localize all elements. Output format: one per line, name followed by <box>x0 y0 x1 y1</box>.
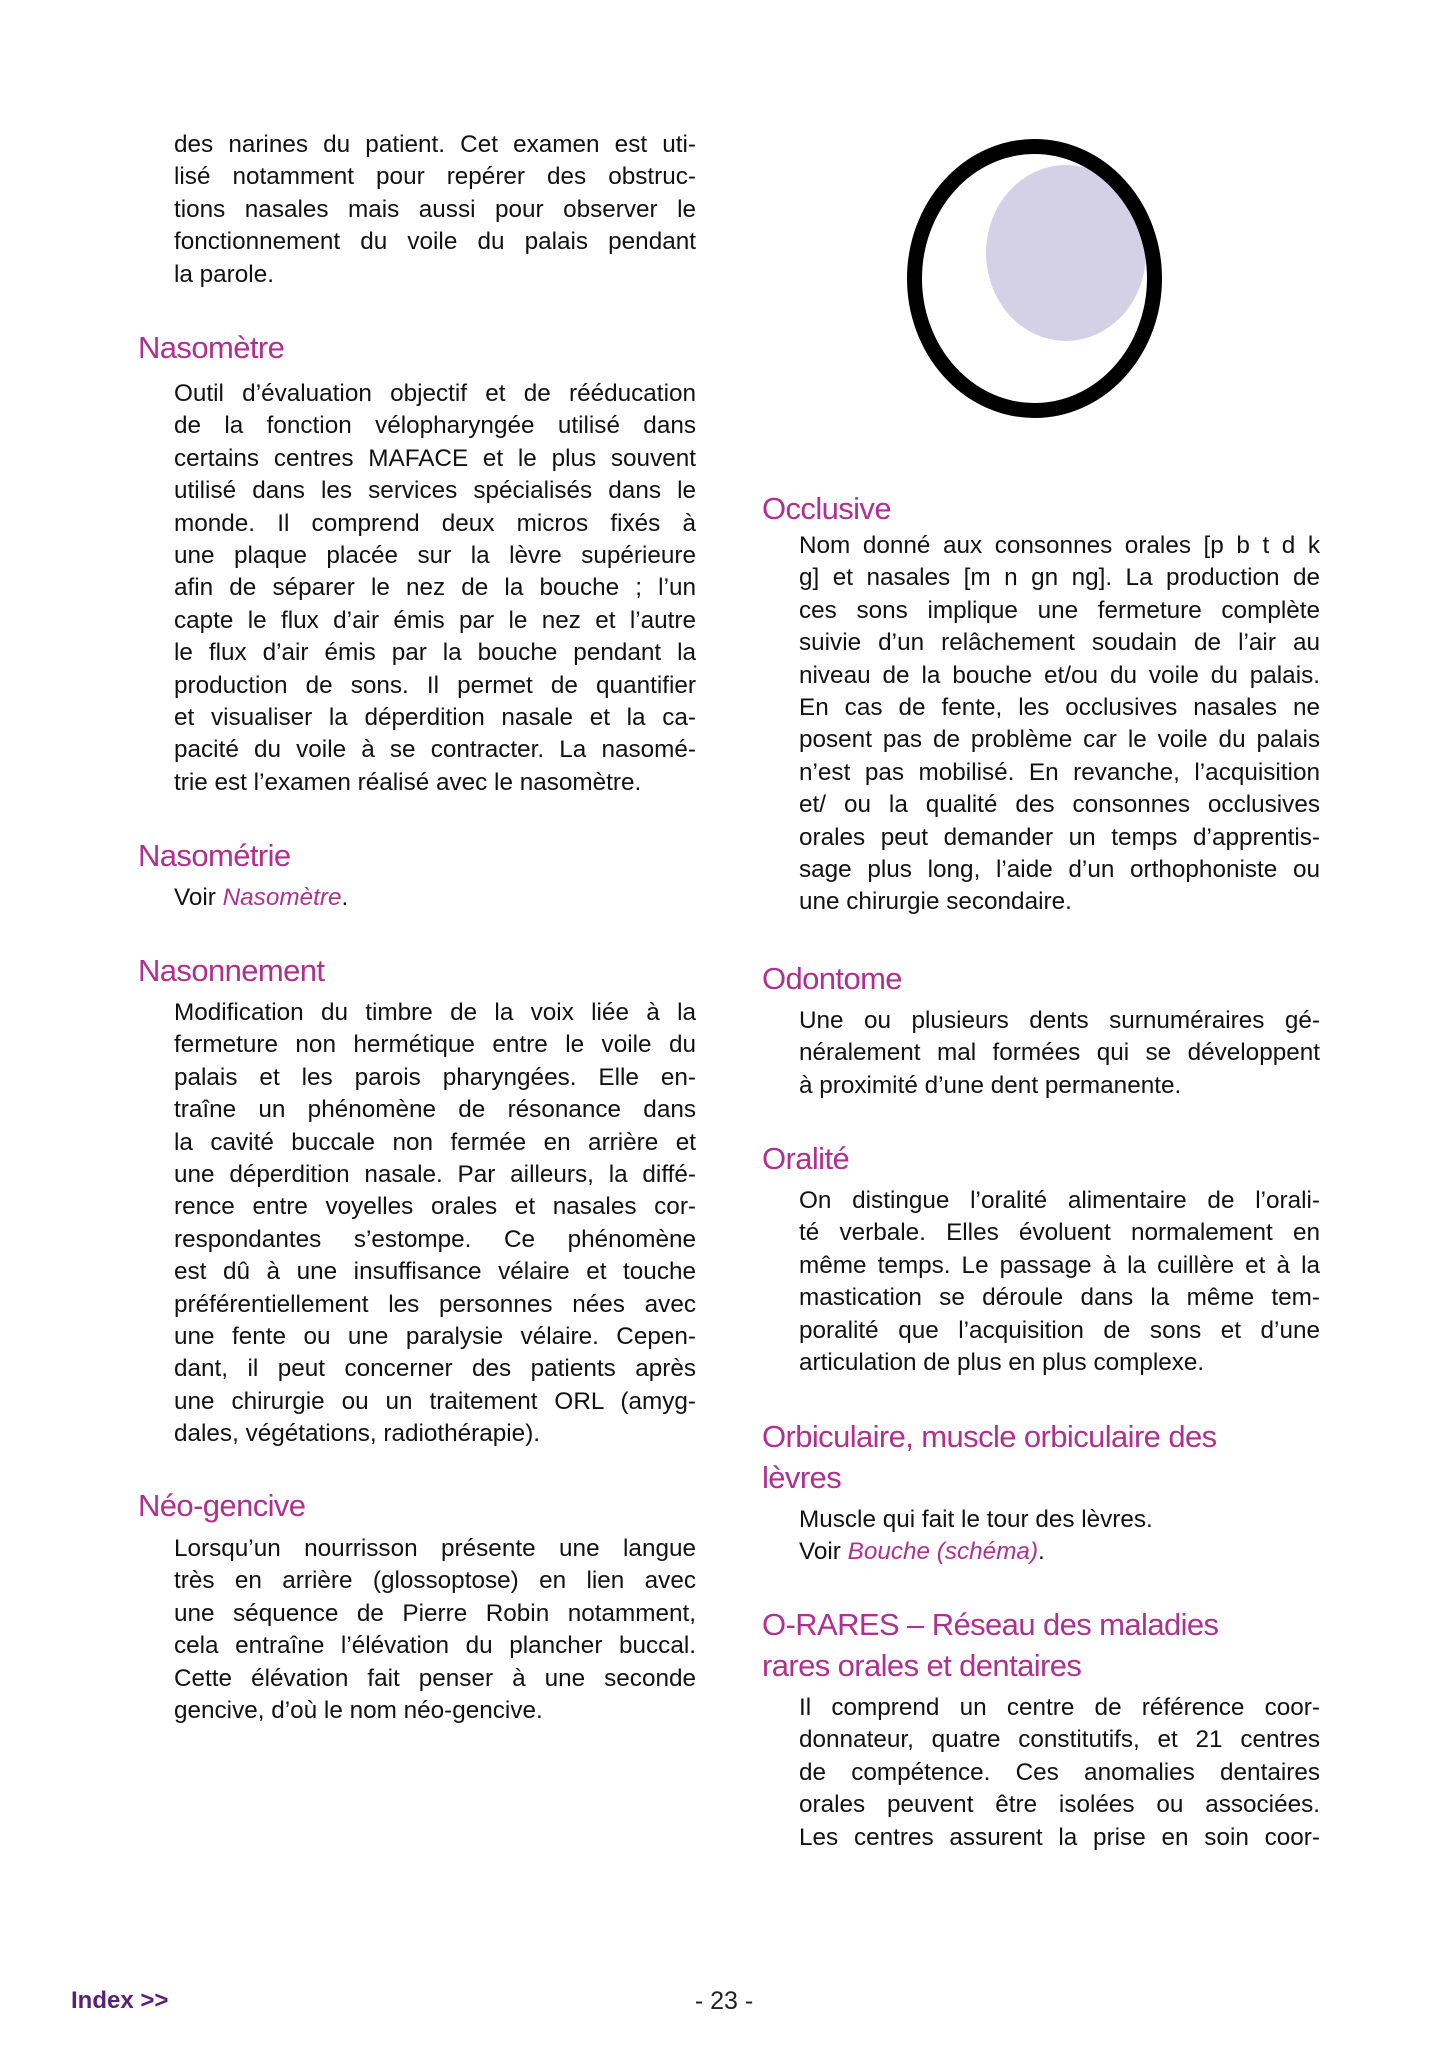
text-line: est dû à une insuffisance vélaire et touche <box>174 1258 696 1286</box>
text-line: monde. Il comprend deux micros fixés à <box>174 509 696 537</box>
text-line: la parole. <box>174 260 274 288</box>
text-line: posent pas de problème car le voile du palais <box>799 726 1320 754</box>
text-line: production de sons. Il permet de quantifier <box>174 671 696 699</box>
text-line: Une ou plusieurs dents surnuméraires gé- <box>799 1007 1320 1034</box>
text-line: mastication se déroule dans la même tem- <box>799 1284 1320 1312</box>
term-heading-line: Nasométrie <box>138 838 291 873</box>
term-heading-nasometrie <box>138 835 291 876</box>
text-line: poralité que l’acquisition de sons et d’une <box>799 1316 1320 1344</box>
see-also-line <box>174 882 696 914</box>
text-line: articulation de plus en plus complexe. <box>799 1348 1205 1376</box>
page-number: - 23 - <box>694 1987 754 2015</box>
term-heading-neo-gencive <box>138 1485 305 1526</box>
text-line: On distingue l’oralité alimentaire de l’orali- <box>799 1187 1320 1214</box>
text-line: préférentiellement les personnes nées avec <box>174 1290 696 1318</box>
term-heading-line: Oralité <box>762 1141 850 1176</box>
term-heading-line: rares orales et dentaires <box>762 1648 1082 1683</box>
definition-nasometrie <box>174 882 696 914</box>
definition-occlusive <box>799 530 1320 919</box>
text-line: pacité du voile à se contracter. La nasomé- <box>174 736 696 764</box>
text-line: lisé notamment pour repérer des obstruc- <box>174 163 696 191</box>
text-line: trie est l’examen réalisé avec le nasomètre. <box>174 768 642 796</box>
text-line: respondantes s’estompe. Ce phénomène <box>174 1225 696 1253</box>
definition-neo-gencive <box>174 1533 696 1727</box>
term-heading-line: Odontome <box>762 961 902 996</box>
continued-definition <box>174 129 696 291</box>
index-link[interactable]: Index >> <box>71 1987 169 2014</box>
term-heading-line: Nasonnement <box>138 953 325 988</box>
text-line: de compétence. Ces anomalies dentaires <box>799 1758 1320 1786</box>
term-heading-line: Néo-gencive <box>138 1488 306 1523</box>
text-line: Il comprend un centre de référence coor- <box>799 1694 1320 1721</box>
text-line: une séquence de Pierre Robin notamment, <box>174 1599 696 1627</box>
text-line: palais et les parois pharyngées. Elle en- <box>174 1063 696 1091</box>
letter-o-icon <box>890 125 1180 435</box>
text-line: ces sons implique une fermeture complète <box>799 596 1320 624</box>
text-line: Outil d’évaluation objectif et de rééducation <box>174 380 696 407</box>
text-line: té verbale. Elles évoluent normalement en <box>799 1219 1320 1247</box>
definition-o-rares <box>799 1692 1320 1854</box>
text-line: orales peut demander un temps d’apprentis- <box>799 823 1320 851</box>
text-line: tions nasales mais aussi pour observer le <box>174 195 696 223</box>
text-line: g] et nasales [m n gn ng]. La production de <box>799 564 1320 592</box>
definition-nasonnement <box>174 997 696 1450</box>
text-line: fermeture non hermétique entre le voile du <box>174 1031 696 1059</box>
text-line: capte le flux d’air émis par le nez et l’autre <box>174 606 696 634</box>
text-line: utilisé dans les services spécialisés dans le <box>174 477 696 505</box>
term-heading-odontome <box>762 958 902 999</box>
text-line: certains centres MAFACE et le plus souvent <box>174 444 696 472</box>
text-line: le flux d’air émis par la bouche pendant la <box>174 639 696 667</box>
term-heading-orbiculaire <box>762 1416 1217 1498</box>
definition-nasometre <box>174 378 696 799</box>
text-line: de la fonction vélopharyngée utilisé dans <box>174 412 696 440</box>
text-line: une fente ou une paralysie vélaire. Cepen- <box>174 1322 696 1350</box>
text-line: très en arrière (glossoptose) en lien avec <box>174 1567 696 1595</box>
text-line: orales peuvent être isolées ou associées. <box>799 1791 1320 1819</box>
section-letter-o-graphic <box>890 125 1180 435</box>
text-line: En cas de fente, les occlusives nasales ne <box>799 693 1320 721</box>
term-heading-line: Orbiculaire, muscle orbiculaire des <box>762 1419 1217 1454</box>
term-heading-line: Occlusive <box>762 491 891 526</box>
text-line: et/ ou la qualité des consonnes occlusives <box>799 791 1320 819</box>
text-line: Modification du timbre de la voix liée à la <box>174 999 696 1026</box>
text-line: traîne un phénomène de résonance dans <box>174 1096 696 1124</box>
text-line: Muscle qui fait le tour des lèvres. <box>799 1506 1153 1533</box>
text-line: des narines du patient. Cet examen est uti- <box>174 131 696 158</box>
see-also-suffix: . <box>341 884 349 911</box>
definition-orbiculaire <box>799 1504 1320 1569</box>
text-line: une chirurgie ou un traitement ORL (amyg- <box>174 1387 696 1415</box>
text-line: suivie d’un relâchement soudain de l’air au <box>799 629 1320 657</box>
definition-odontome <box>799 1005 1320 1102</box>
text-line: une plaque placée sur la lèvre supérieure <box>174 541 696 569</box>
text-line: afin de séparer le nez de la bouche ; l’un <box>174 574 696 602</box>
term-heading-line: Nasomètre <box>138 330 285 365</box>
text-line: et visualiser la déperdition nasale et la ca- <box>174 703 696 731</box>
text-line: une déperdition nasale. Par ailleurs, la diffé- <box>174 1160 696 1188</box>
text-line: une chirurgie secondaire. <box>799 888 1072 916</box>
text-line: dant, il peut concerner des patients après <box>174 1355 696 1383</box>
text-line: rence entre voyelles orales et nasales cor- <box>174 1193 696 1221</box>
text-line: Nom donné aux consonnes orales [p b t d k <box>799 532 1320 559</box>
term-heading-line: O-RARES – Réseau des maladies <box>762 1607 1219 1642</box>
term-heading-line: lèvres <box>762 1460 842 1495</box>
text-line: donnateur, quatre constitutifs, et 21 centres <box>799 1726 1320 1754</box>
text-line: cela entraîne l’élévation du plancher buccal. <box>174 1632 696 1660</box>
text-line: n’est pas mobilisé. En revanche, l’acquisition <box>799 758 1320 786</box>
text-line: la cavité buccale non fermée en arrière et <box>174 1128 696 1156</box>
term-heading-nasonnement <box>138 950 324 991</box>
term-heading-nasometre <box>138 327 284 368</box>
text-line: même temps. Le passage à la cuillère et à la <box>799 1251 1320 1279</box>
text-line: sage plus long, l’aide d’un orthophoniste ou <box>799 855 1320 883</box>
text-line: néralement mal formées qui se développent <box>799 1039 1320 1067</box>
text-line: Cette élévation fait penser à une seconde <box>174 1664 696 1692</box>
text-line: niveau de la bouche et/ou du voile du palais. <box>799 661 1320 689</box>
text-line: gencive, d’où le nom néo-gencive. <box>174 1696 543 1724</box>
see-also-prefix: Voir <box>174 884 223 911</box>
definition-oralite <box>799 1185 1320 1379</box>
term-heading-o-rares <box>762 1604 1218 1686</box>
cross-reference-link-nasometre[interactable]: Nasomètre <box>222 884 342 911</box>
see-also-prefix: Voir <box>799 1538 848 1566</box>
see-also-line <box>799 1536 1320 1568</box>
text-line: à proximité d’une dent permanente. <box>799 1071 1182 1099</box>
see-also-suffix: . <box>1038 1538 1045 1566</box>
text-line: fonctionnement du voile du palais pendant <box>174 228 696 256</box>
cross-reference-link-bouche[interactable]: Bouche (schéma) <box>847 1538 1039 1566</box>
text-line: dales, végétations, radiothérapie). <box>174 1420 541 1448</box>
text-line: Les centres assurent la prise en soin coor- <box>799 1823 1320 1851</box>
term-heading-oralite <box>762 1138 849 1179</box>
text-line: Lorsqu’un nourrisson présente une langue <box>174 1535 696 1562</box>
term-heading-occlusive <box>762 488 891 529</box>
